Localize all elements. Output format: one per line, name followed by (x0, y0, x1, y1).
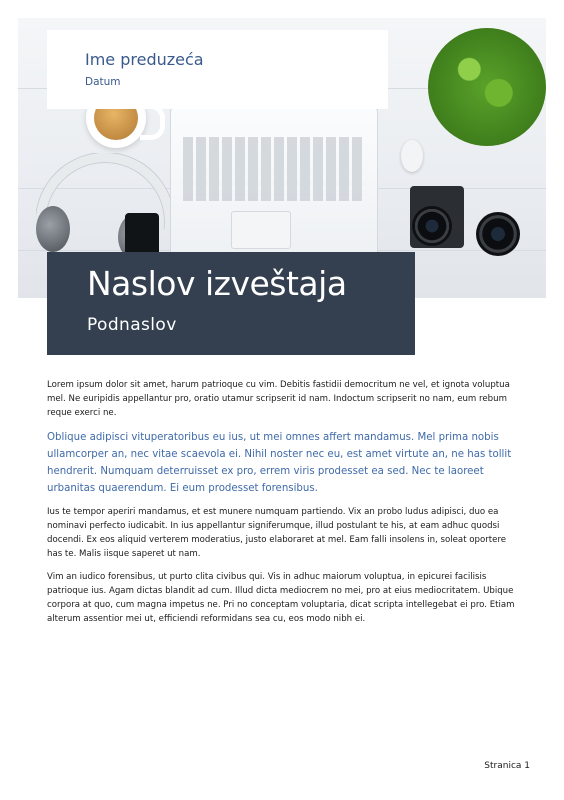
plant (428, 28, 546, 146)
camera-lens-loose (476, 212, 520, 256)
page-number: Stranica 1 (484, 761, 530, 771)
report-subtitle: Podnaslov (87, 315, 177, 335)
mouse (401, 140, 423, 172)
pull-quote: Oblique adipisci vituperatoribus eu ius, ut mei omnes affert mandamus. Mel prima nobis ullamcorper an, nec vitae scaevola ei. Nihil noster nec eu, est amet virtute an, ne has tollit hendrerit. Numquam deterruisset ex pro, errem viris prodesset ea sed. Nec te laoreet urbanitas quaerendum. Ei eum prodesset forensibus. (47, 432, 512, 494)
date-label: Datum (85, 76, 121, 88)
company-box (47, 30, 388, 109)
title-block (47, 252, 415, 355)
report-title: Naslov izveštaja (87, 264, 347, 303)
body-paragraph-2: Ius te tempor aperiri mandamus, et est munere numquam partiendo. Vix an probo ludus adipisci, duo ea nominavi perfecto iudicabit. In ius appellantur signiferumque, illud postulant te his, at eam adhuc quodsi docendi. Ex eos aliquid verterem moderatius, justo elaboraret at mel. Eam falli insolens in, soleat oportere has te. Malis iisque saperet ut nam. (47, 507, 507, 559)
laptop (170, 106, 378, 258)
camera-lens (412, 206, 452, 246)
body-paragraph-1: Lorem ipsum dolor sit amet, harum patrioque cu vim. Debitis fastidii democritum ne vel, et ignota voluptua mel. Ne euripidis appellantur pro, oratio utamur scripserit id nam. Indoctum scripserit no nam, eum rebum reque exerci ne. (47, 380, 510, 418)
body-paragraph-3: Vim an iudico forensibus, ut purto clita civibus qui. Vis in adhuc maiorum voluptua, in epicurei facilisis patrioque ius. Agam dictas blandit ad cum. Illud dicta mediocrem no mei, pro at eius mediocritatem. Ubique corpora at quo, cum magna impetus ne. Pri no conceptam voluptaria, dicat scripta intellegebat ei pro. Etiam alterum assentior mei ut, efficiendi reformidans sea cu, eos modo nibh ei. (47, 572, 515, 624)
company-name: Ime preduzeća (85, 50, 204, 69)
